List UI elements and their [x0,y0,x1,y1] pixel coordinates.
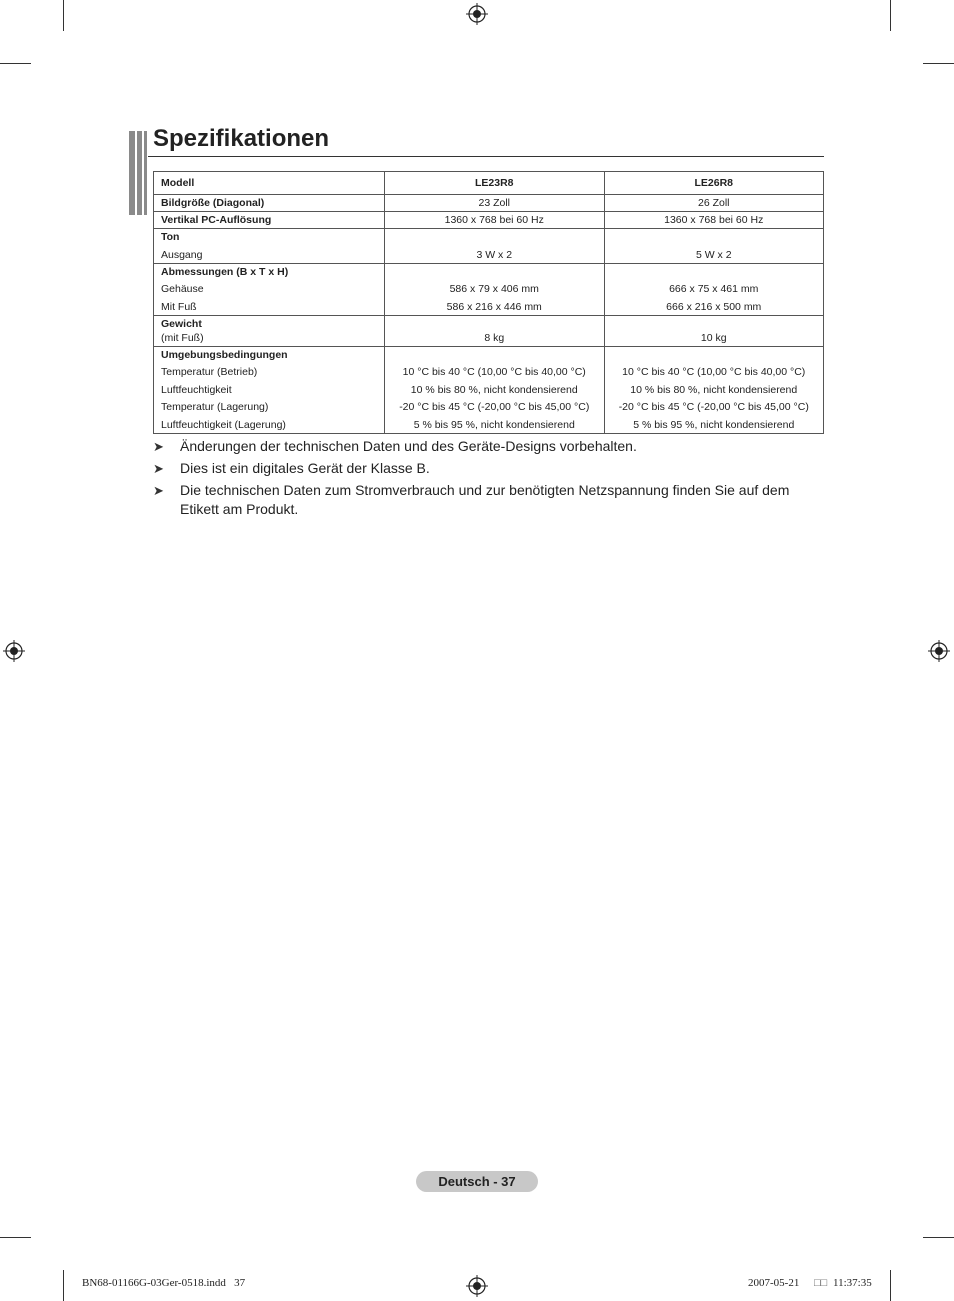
note-text: Dies ist ein digitales Gerät der Klasse B. [180,460,430,476]
row-sublabel: Ausgang [161,248,203,261]
table-cell: 5 W x 2 [604,229,824,264]
cell-line: 666 x 216 x 500 mm [666,300,762,313]
note-text: Die technischen Daten zum Stromverbrauch und zur benötigten Netzspannung finden Sie auf dem Etikett am Produkt. [180,482,790,517]
column-header: LE26R8 [604,172,824,195]
table-cell: 23 Zoll [385,195,605,212]
row-sublabel: Temperatur (Lagerung) [161,401,269,413]
row-label: Ton [161,231,180,243]
table-row [154,315,824,346]
row-label: Gewicht [161,317,202,330]
cell-line: 666 x 75 x 461 mm [669,283,759,295]
row-sublabel: (mit Fuß) [161,331,204,344]
crop-mark [63,0,64,31]
arrow-right-icon: ➤ [153,439,164,454]
registration-mark-icon [466,3,488,25]
crop-mark [0,63,31,64]
crop-mark [890,0,891,31]
table-cell: 1360 x 768 bei 60 Hz [604,212,824,229]
crop-mark [923,1237,954,1238]
registration-mark-icon [928,640,950,662]
page-title: Spezifikationen [153,125,330,152]
registration-mark-icon [3,640,25,662]
row-label: Bildgröße (Diagonal) [161,197,265,209]
cell-line: 10 °C bis 40 °C (10,00 °C bis 40,00 °C) [402,366,586,378]
arrow-right-icon: ➤ [153,483,164,498]
table-cell: 8 kg [385,315,605,346]
title-underline [148,156,824,157]
table-row [154,195,824,212]
table-row [154,346,824,433]
table-cell: 10 kg [604,315,824,346]
crop-mark [0,1237,31,1238]
row-sublabel: Luftfeuchtigkeit [161,383,232,396]
title-accent-bar [129,131,135,215]
cell-line: -20 °C bis 45 °C (-20,00 °C bis 45,00 °C) [618,401,809,413]
cell-line: -20 °C bis 45 °C (-20,00 °C bis 45,00 °C) [399,401,590,413]
row-sublabel: Luftfeuchtigkeit (Lagerung) [161,418,286,431]
table-cell: 1360 x 768 bei 60 Hz [385,212,605,229]
table-header-row [154,172,824,195]
title-accent-bar [137,131,142,215]
crop-mark [63,1270,64,1301]
note-item [153,437,824,456]
cell-line: 586 x 79 x 406 mm [449,283,539,295]
cell-line: 10 % bis 80 %, nicht kondensierend [410,383,578,396]
table-cell: 26 Zoll [604,195,824,212]
footer-filename: BN68-01166G-03Ger-0518.indd 37 [82,1277,246,1289]
row-label: Abmessungen (B x T x H) [161,265,289,278]
note-item [153,481,824,519]
row-label: Umgebungsbedingungen [161,348,288,361]
crop-mark [890,1270,891,1301]
footer-date: 2007-05-21 [748,1277,800,1289]
page-number-badge: Deutsch - 37 [416,1171,538,1192]
row-sublabel: Mit Fuß [161,300,197,313]
title-accent-bar [144,131,147,215]
row-label: Vertikal PC-Auflösung [161,214,272,226]
cell-line: 10 % bis 80 %, nicht kondensierend [630,383,798,396]
spec-table [153,171,824,434]
row-sublabel: Temperatur (Betrieb) [161,366,258,378]
crop-mark [923,63,954,64]
table-row [154,229,824,264]
footer-time: 11:37:35 [833,1277,872,1289]
arrow-right-icon: ➤ [153,461,164,476]
note-text: Änderungen der technischen Daten und des Geräte-Designs vorbehalten. [180,438,637,454]
cell-line: 5 % bis 95 %, nicht kondensierend [633,418,795,431]
note-item [153,459,824,478]
table-cell [385,263,605,315]
cell-line: 10 °C bis 40 °C (10,00 °C bis 40,00 °C) [622,366,806,378]
column-header: Modell [154,172,385,195]
row-sublabel: Gehäuse [161,283,204,295]
table-cell [604,263,824,315]
table-row [154,212,824,229]
table-row [154,263,824,315]
cell-line: 5 % bis 95 %, nicht kondensierend [413,418,575,431]
footer-garbled-text: □□ [814,1277,828,1289]
column-header: LE23R8 [385,172,605,195]
table-cell [604,346,824,433]
cell-line: 586 x 216 x 446 mm [446,300,542,313]
table-cell: 3 W x 2 [385,229,605,264]
registration-mark-icon [466,1275,488,1297]
notes-list [153,437,824,522]
table-cell [385,346,605,433]
